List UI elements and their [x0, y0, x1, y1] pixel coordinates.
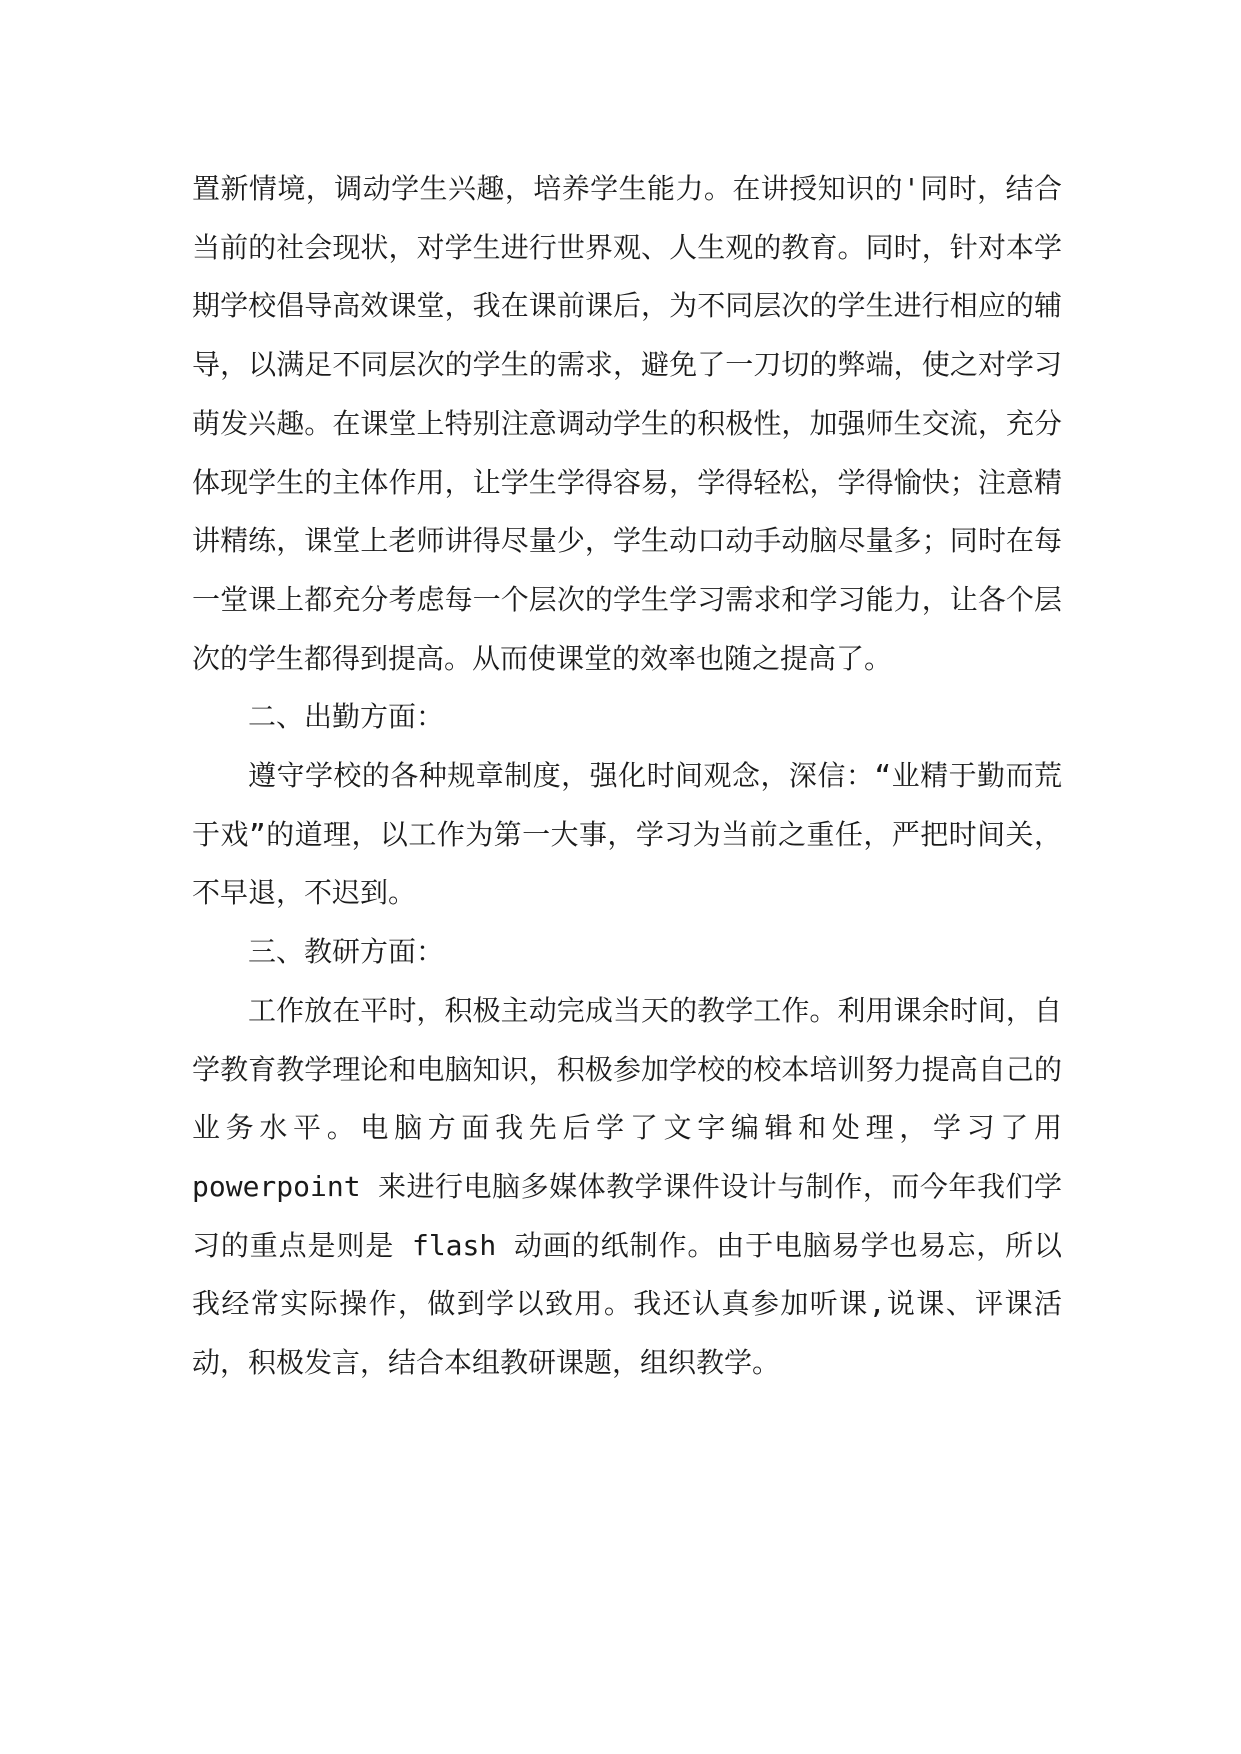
section-heading-teaching-research: 三、教研方面：	[248, 935, 445, 969]
document-body	[192, 160, 1062, 1393]
section-heading-attendance: 二、出勤方面：	[248, 700, 445, 734]
paragraph-continuation: 置新情境，调动学生兴趣，培养学生能力。在讲授知识的'同时，结合当前的社会现状，对学生进行世界观、人生观的教育。同时，针对本学期学校倡导高效课堂，我在课前课后，为不同层次的学生进行相应的辅导，以满足不同层次的学生的需求，避免了一刀切的弊端，使之对学习萌发兴趣。在课堂上特别注意调动学生的积极性，加强师生交流，充分体现学生的主体作用，让学生学得容易，学得轻松，学得愉快；注意精讲精练，课堂上老师讲得尽量少，学生动口动手动脑尽量多；同时在每一堂课上都充分考虑每一个层次的学生学习需求和学习能力，让各个层次的学生都得到提高。从而使课堂的效率也随之提高了。	[192, 172, 1062, 675]
paragraph-attendance: 遵守学校的各种规章制度，强化时间观念，深信：“业精于勤而荒于戏”的道理，以工作为第一大事，学习为当前之重任，严把时间关，不早退，不迟到。	[192, 759, 1062, 910]
paragraph-teaching-research: 工作放在平时，积极主动完成当天的教学工作。利用课余时间，自学教育教学理论和电脑知识，积极参加学校的校本培训努力提高自己的业务水平。电脑方面我先后学了文字编辑和处理，学习了用 powerpoint 来进行电脑多媒体教学课件设计与制作，而今年我们学习的重点是则是 flash 动画的纸制作。由于电脑易学也易忘，所以我经常实际操作，做到学以致用。我还认真参加听课,说课、评课活动，积极发言，结合本组教研课题，组织教学。	[192, 993, 1062, 1380]
